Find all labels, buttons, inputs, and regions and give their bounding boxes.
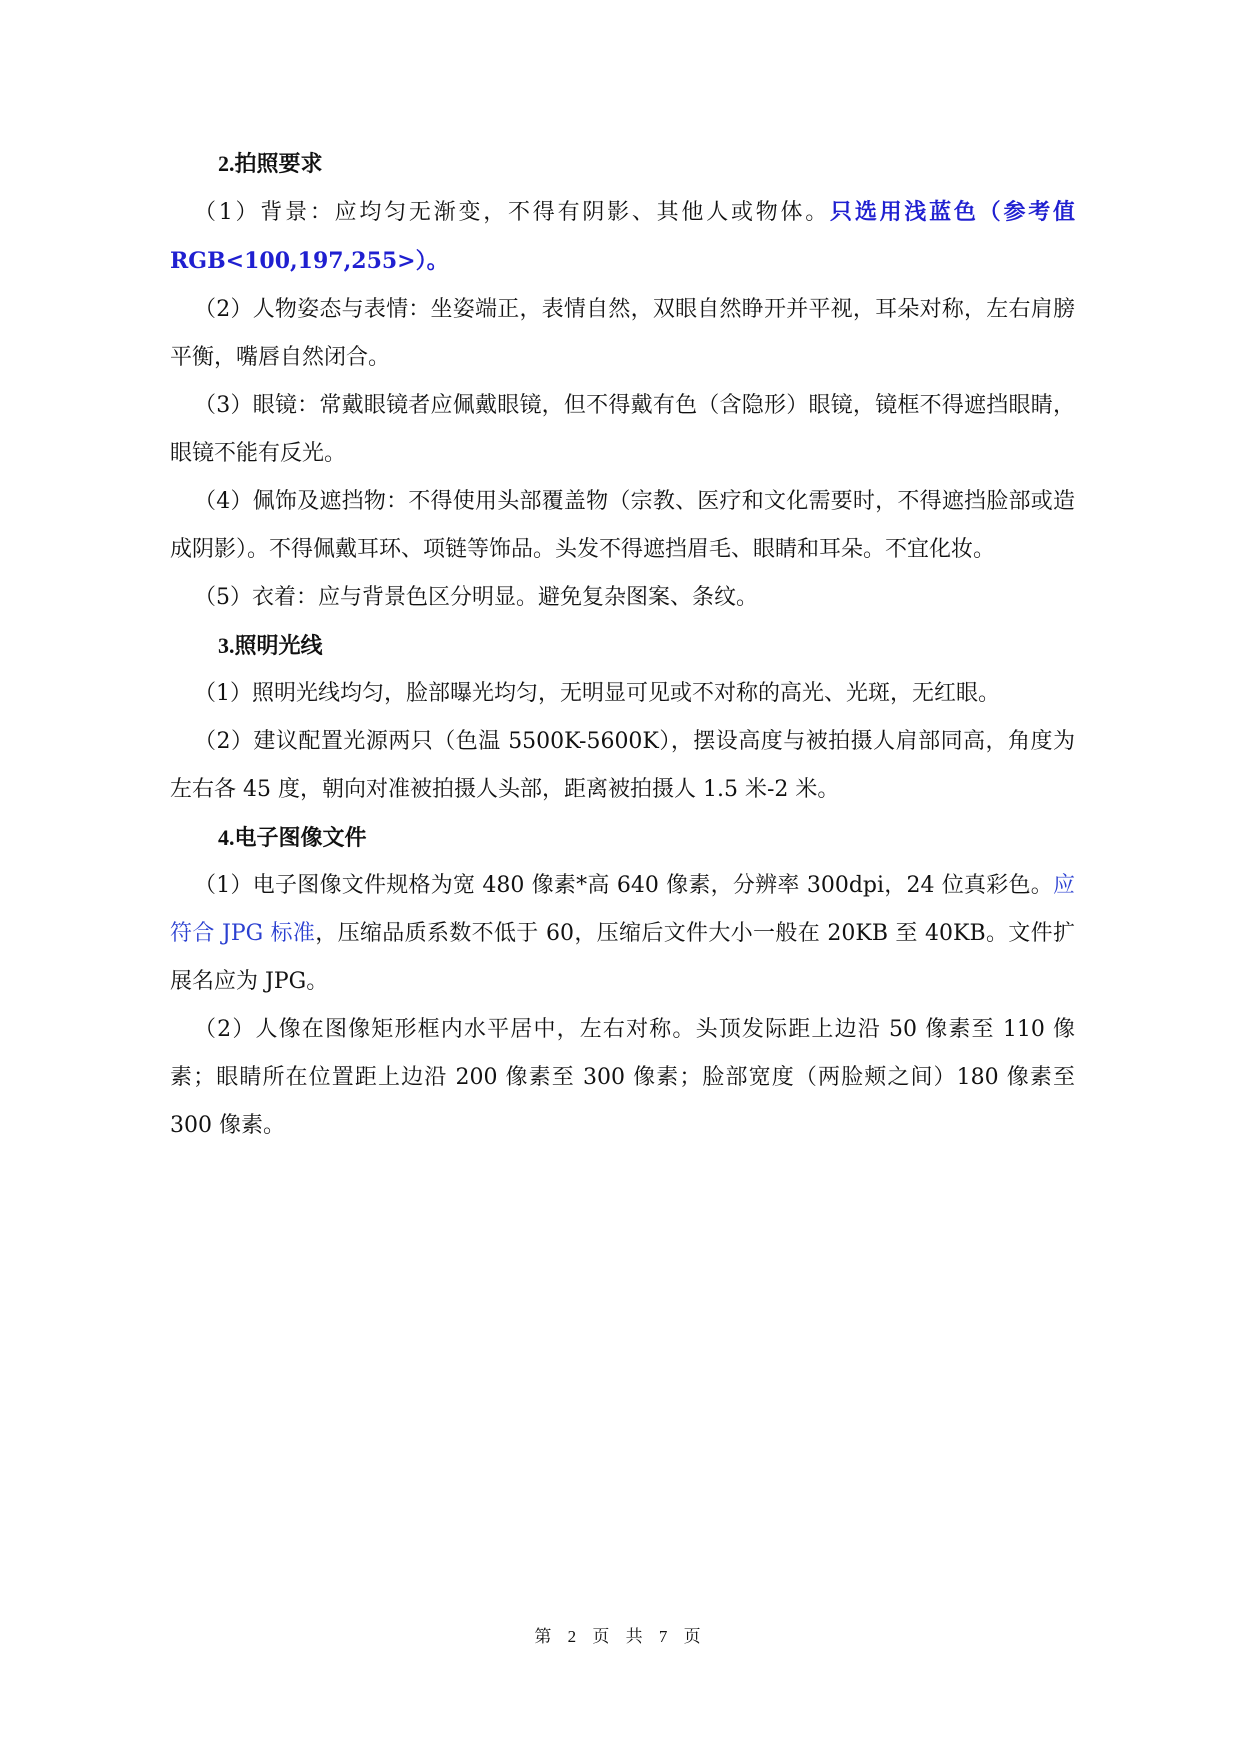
highlight-background-color: 只选用浅蓝色（参考值 RGB<100,197,255>）。 [170,199,1075,274]
paragraph-file-spec: （1）电子图像文件规格为宽 480 像素*高 640 像素，分辨率 300dpi，24 位真彩色。应符合 JPG 标准，压缩品质系数不低于 60，压缩后文件大小一般在 20KB 至 40KB。文件扩展名应为 JPG。 [170,873,1075,994]
paragraph-background: （1）背景：应均匀无渐变，不得有阴影、其他人或物体。只选用浅蓝色（参考值 RGB<100,197,255>）。 [170,199,1075,274]
section-heading-photo-requirements: 2.拍照要求 [218,151,323,176]
page-number-footer: 第 2 页 共 7 页 [534,1627,707,1646]
paragraph-glasses: （3）眼镜：常戴眼镜者应佩戴眼镜，但不得戴有色（含隐形）眼镜，镜框不得遮挡眼睛，眼镜不能有反光。 [170,393,1075,466]
paragraph-portrait-position: （2）人像在图像矩形框内水平居中，左右对称。头顶发际距上边沿 50 像素至 110 像素；眼睛所在位置距上边沿 200 像素至 300 像素；脸部宽度（两脸颊之间）180 像素至 300 像素。 [170,1017,1075,1138]
paragraph-accessories: （4）佩饰及遮挡物：不得使用头部覆盖物（宗教、医疗和文化需要时，不得遮挡脸部或造成阴影）。不得佩戴耳环、项链等饰品。头发不得遮挡眉毛、眼睛和耳朵。不宜化妆。 [170,489,1075,562]
paragraph-light-source: （2）建议配置光源两只（色温 5500K-5600K），摆设高度与被拍摄人肩部同高，角度为左右各 45 度，朝向对准被拍摄人头部，距离被拍摄人 1.5 米-2 米。 [170,729,1075,802]
paragraph-uniform-lighting: （1）照明光线均匀，脸部曝光均匀，无明显可见或不对称的高光、光斑，无红眼。 [194,681,1000,706]
section-heading-lighting: 3.照明光线 [218,633,323,658]
highlight-jpg-standard: 应符合 JPG 标准 [170,873,1075,946]
document-body [170,140,1075,1150]
paragraph-pose: （2）人物姿态与表情：坐姿端正，表情自然，双眼自然睁开并平视，耳朵对称，左右肩膀平衡，嘴唇自然闭合。 [170,297,1075,370]
section-heading-image-file: 4.电子图像文件 [218,825,367,850]
paragraph-clothing: （5）衣着：应与背景色区分明显。避免复杂图案、条纹。 [194,585,758,610]
